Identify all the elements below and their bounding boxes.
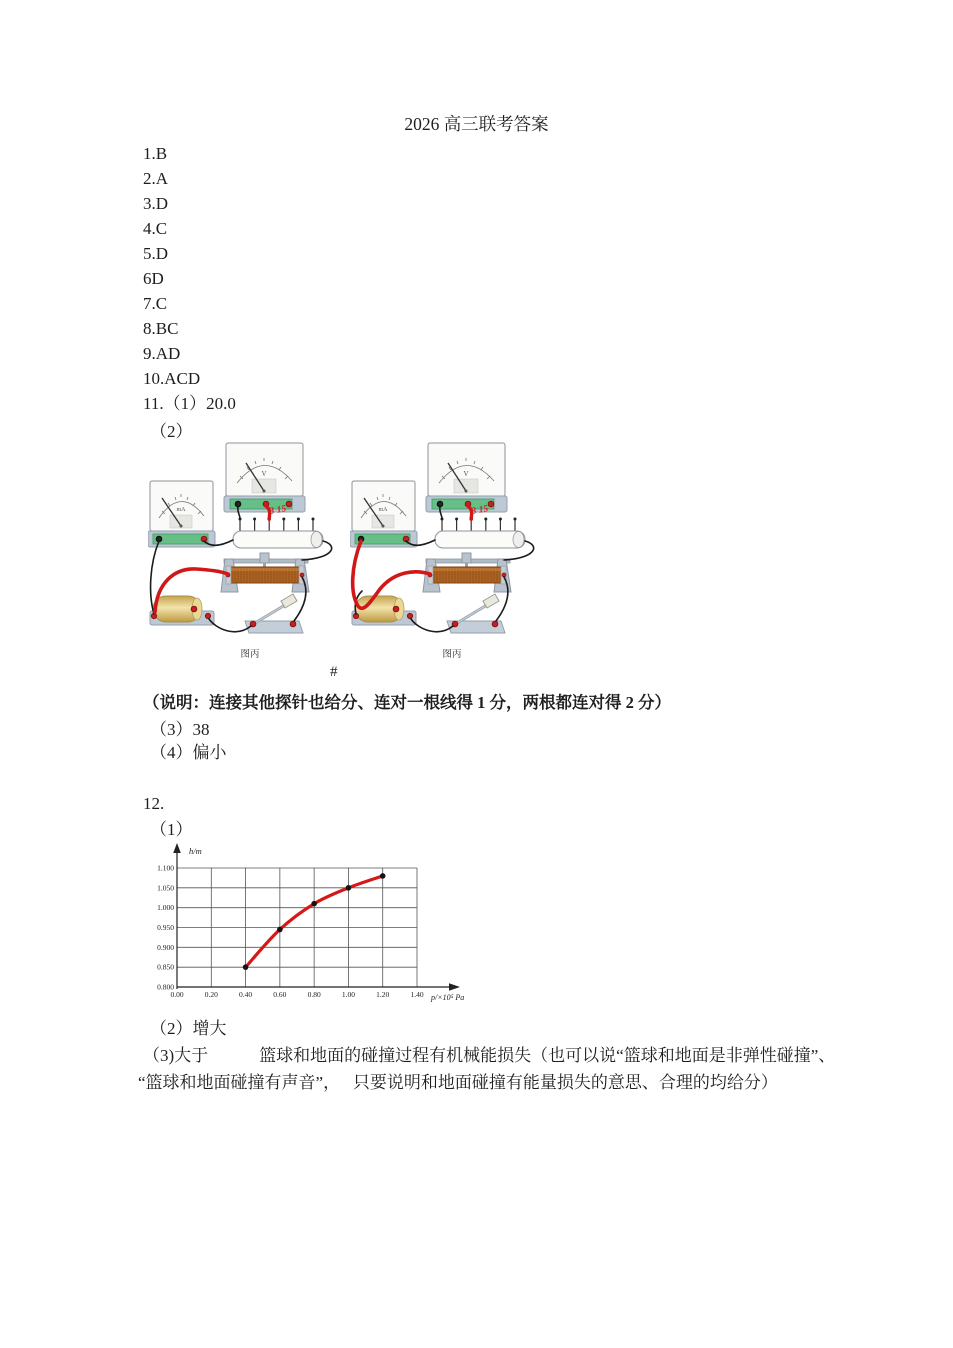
resistance-wire-tube [435, 518, 525, 549]
figure-caption: 图丙 [442, 650, 462, 660]
figure-caption: 图丙 [240, 650, 260, 660]
switch [245, 594, 303, 633]
red-wire-tip [267, 517, 271, 521]
red-wire-tip [428, 572, 432, 576]
q12-part3-line1: （3)大于 篮球和地面的碰撞过程有机械能损失（也可以说“篮球和地面是非弹性碰撞”、 [143, 1046, 836, 1065]
answer-line: 9.AD [143, 344, 181, 363]
switch [447, 594, 505, 633]
q12-part3-line2: “篮球和地面碰撞有声音”， 只要说明和地面碰撞有能量损失的意思、合理的均给分） [138, 1073, 778, 1092]
x-tick-label: 0.20 [204, 990, 218, 999]
chart-axes [173, 843, 464, 1002]
answer-line: 5.D [143, 244, 169, 263]
q11-note: （说明：连接其他探针也给分、连对一根线得 1 分，两根都连对得 2 分） [143, 693, 671, 712]
battery [352, 596, 416, 625]
chart-data-point [243, 964, 249, 970]
x-axis-arrow [449, 983, 460, 991]
red-wire-tip [469, 517, 473, 521]
y-axis-arrow [173, 843, 181, 853]
ammeter [350, 481, 417, 547]
q11-part4-answer: （4）偏小 [150, 743, 227, 762]
x-axis-label: p/×10⁵ Pa [431, 993, 465, 1002]
y-axis-label: h/m [189, 846, 202, 856]
battery [150, 596, 214, 625]
x-tick-label: 1.40 [410, 990, 424, 999]
y-tick-label: 1.050 [157, 883, 174, 893]
pressure-height-chart [148, 836, 488, 1016]
answer-line: 4.C [143, 219, 168, 238]
chart-tick-labels [157, 864, 424, 1000]
answer-line: 11.（1）20.0 [143, 394, 236, 413]
answer-line: 2.A [143, 169, 169, 188]
answer-line: 7.C [143, 294, 168, 313]
x-tick-label: 1.00 [341, 990, 355, 999]
x-tick-label: 0.80 [307, 990, 321, 999]
chart-grid [177, 868, 417, 987]
x-tick-label: 0.00 [170, 990, 184, 999]
chart-data-point [346, 885, 352, 891]
rheostat [221, 553, 309, 592]
answer-line: 6D [143, 269, 164, 288]
chart-data-point [277, 927, 283, 933]
q11-part2-label: （2） [150, 422, 193, 441]
x-tick-label: 1.20 [376, 990, 390, 999]
answer-list [143, 141, 236, 416]
red-wire-tip [226, 572, 230, 576]
y-tick-label: 0.800 [157, 982, 174, 992]
q12-part2-answer: （2）增大 [150, 1019, 227, 1038]
chart-data-point [380, 873, 386, 879]
circuit-diagram-right [350, 441, 550, 661]
q12-part1-label: （1） [150, 820, 193, 839]
document-title: 2026 高三联考答案 [404, 114, 549, 134]
answer-line: 1.B [143, 144, 168, 163]
x-tick-label: 0.40 [239, 990, 253, 999]
ammeter [148, 481, 215, 547]
q11-part3-answer: （3）38 [150, 720, 210, 739]
rheostat [423, 553, 511, 592]
x-tick-label: 0.60 [273, 990, 287, 999]
circuit-diagram-left [148, 441, 348, 661]
resistance-wire-tube [233, 518, 323, 549]
answer-line: 8.BC [143, 319, 179, 338]
answer-line: 3.D [143, 194, 169, 213]
y-tick-label: 0.900 [157, 942, 174, 952]
figure-hash-mark: # [330, 664, 338, 680]
answer-line: 10.ACD [143, 369, 201, 388]
q12-number: 12. [143, 794, 165, 813]
y-tick-label: 1.000 [157, 903, 174, 913]
y-tick-label: 1.100 [157, 863, 174, 873]
chart-data-point [311, 901, 317, 907]
y-tick-label: 0.950 [157, 923, 174, 932]
y-tick-label: 0.850 [157, 962, 174, 972]
